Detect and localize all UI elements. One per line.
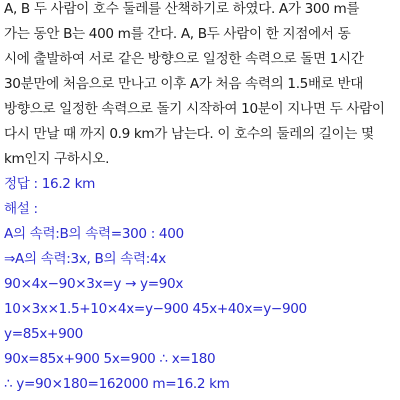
solution-line-7: ∴ y=90×180=162000 m=16.2 km xyxy=(4,376,230,392)
solution-line-6: 90x=85x+900 5x=900 ∴ x=180 xyxy=(4,351,216,367)
problem-line-4: 30분만에 처음으로 만나고 이후 A가 처음 속력의 1.5배로 반대 xyxy=(4,76,364,92)
problem-line-5: 방향으로 일정한 속력으로 돌기 시작하여 10분이 지나면 두 사람이 xyxy=(4,101,385,117)
explanation-label: 해설 : xyxy=(4,201,38,217)
problem-line-2: 가는 동안 B는 400 m를 간다. A, B두 사람이 한 지점에서 동 xyxy=(4,26,351,42)
solution-line-5: y=85x+900 xyxy=(4,326,83,342)
solution-line-1: A의 속력:B의 속력=300 : 400 xyxy=(4,226,184,242)
problem-line-1: A, B 두 사람이 호수 둘레를 산책하기로 하였다. A가 300 m를 xyxy=(4,1,360,17)
problem-line-3: 시에 출발하여 서로 같은 방향으로 일정한 속력으로 돌면 1시간 xyxy=(4,51,364,67)
solution-line-4: 10×3x×1.5+10×4x=y−900 45x+40x=y−900 xyxy=(4,301,307,317)
solution-line-3: 90×4x−90×3x=y → y=90x xyxy=(4,276,184,292)
problem-line-6: 다시 만날 때 까지 0.9 km가 남는다. 이 호수의 둘레의 길이는 몇 xyxy=(4,126,374,142)
solution-line-2: ⇒A의 속력:3x, B의 속력:4x xyxy=(4,251,166,267)
answer-line: 정답 : 16.2 km xyxy=(4,176,95,192)
problem-line-7: km인지 구하시오. xyxy=(4,151,110,167)
